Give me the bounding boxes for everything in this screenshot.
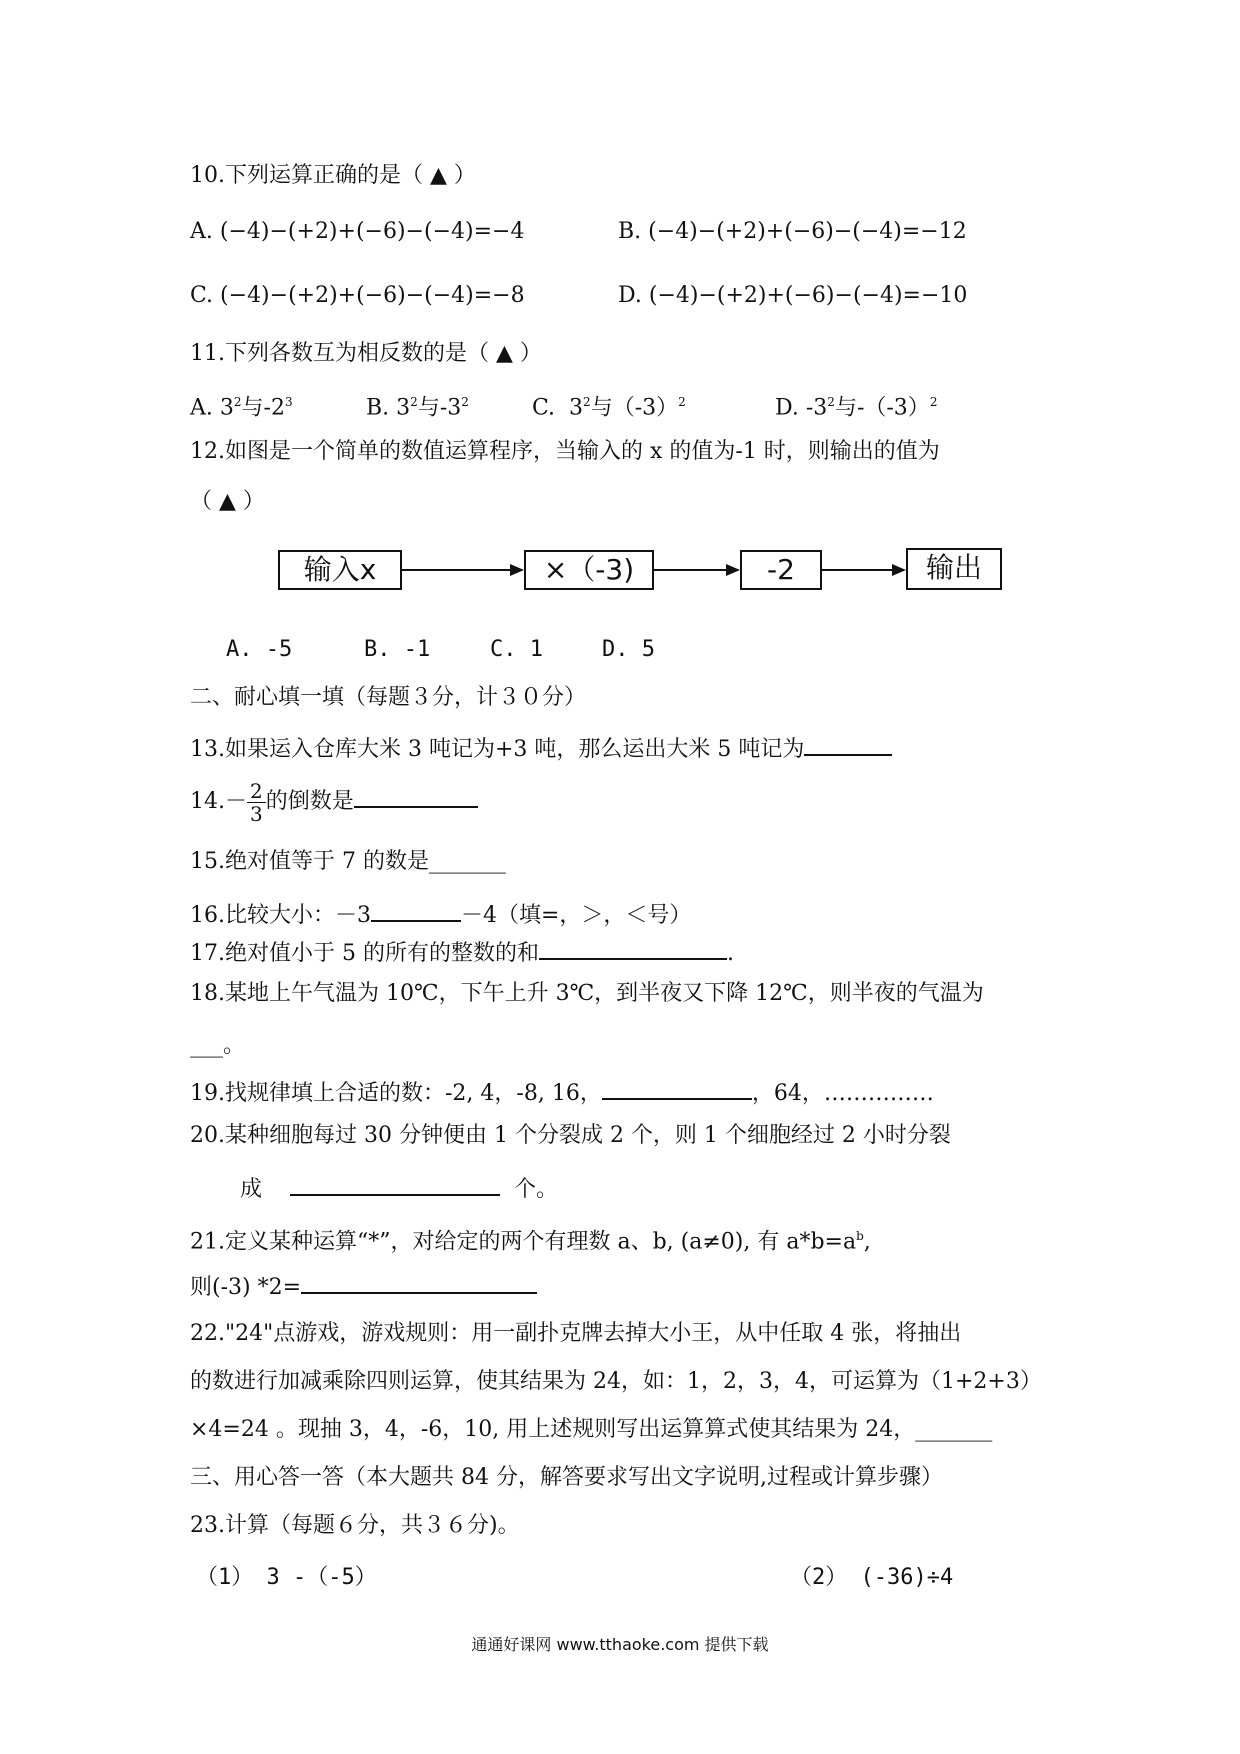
flow-multiply-box: ×（-3)	[524, 550, 654, 590]
flow-arrow-1	[400, 569, 522, 571]
question-22-line-1: 22."24"点游戏，游戏规则：用一副扑克牌去掉大小王，从中任取 4 张，将抽出	[190, 1321, 962, 1346]
question-18-line-2: ___。	[190, 1033, 246, 1058]
q12-option-a: A. -5	[226, 637, 293, 662]
question-21-line-2: 则(-3) *2=	[190, 1270, 537, 1302]
q12-option-d: D. 5	[602, 637, 655, 662]
section-2-heading: 二、耐心填一填（每题３分，计３０分）	[190, 685, 587, 710]
q12-option-c: C. 1	[490, 637, 543, 662]
question-22-line-3: ×4=24 。现抽 3，4，-6，10, 用上述规则写出运算算式使其结果为 24，_______	[190, 1417, 993, 1442]
question-13: 13.如果运入仓库大米 3 吨记为+3 吨，那么运出大米 5 吨记为	[190, 732, 892, 764]
q11-option-d: D. $-3^2$与$-(-3)^2$	[775, 395, 938, 421]
question-21-line-1: 21.定义某种运算“*”，对给定的两个有理数 a、b, (a≠0), 有 $a*b=a^b$,	[190, 1229, 871, 1255]
q10-option-d: D. (−4)−(+2)+(−6)−(−4)=−10	[618, 283, 968, 308]
question-10-stem: 10.下列运算正确的是（ ▲ ）	[190, 163, 476, 188]
answer-blank[interactable]	[371, 898, 461, 922]
question-11-stem: 11.下列各数互为相反数的是（ ▲ ）	[190, 341, 542, 366]
flow-arrow-3	[820, 569, 904, 571]
question-12-stem: 12.如图是一个简单的数值运算程序，当输入的 x 的值为-1 时，则输出的值为	[190, 439, 940, 464]
question-18-line-1: 18.某地上午气温为 10℃，下午上升 3℃，到半夜又下降 12℃，则半夜的气温为	[190, 981, 984, 1006]
section-3-heading: 三、用心答一答（本大题共 84 分，解答要求写出文字说明,过程或计算步骤）	[190, 1465, 943, 1490]
q23-part-1: （1） 3 -（-5）	[196, 1565, 377, 1590]
flow-arrow-2	[652, 569, 738, 571]
question-15: 15.绝对值等于 7 的数是_______	[190, 849, 506, 874]
flow-subtract-box: -2	[740, 550, 822, 590]
question-14: 14.－ $\frac{2}{3}$ 的倒数是	[190, 778, 478, 826]
question-23-stem: 23.计算（每题６分，共３６分)。	[190, 1513, 520, 1538]
q10-option-b: B. (−4)−(+2)+(−6)−(−4)=−12	[618, 219, 967, 244]
answer-blank[interactable]	[354, 784, 478, 808]
answer-blank[interactable]	[290, 1172, 500, 1196]
q11-option-a: A. $3^2$与$-2^3$	[190, 395, 293, 421]
fraction-two-thirds: $\frac{2}{3}$	[247, 780, 266, 825]
answer-blank[interactable]	[539, 936, 727, 960]
question-12-answer-bracket: （ ▲ ）	[190, 489, 265, 514]
answer-blank[interactable]	[602, 1076, 752, 1100]
q12-option-b: B. -1	[364, 637, 431, 662]
flow-input-box: 输入x	[278, 550, 402, 590]
answer-blank[interactable]	[301, 1270, 537, 1294]
q23-part-2: （2） (-36)÷4	[790, 1565, 954, 1590]
q10-option-a: A. (−4)−(+2)+(−6)−(−4)=−4	[190, 219, 525, 244]
question-16: 16.比较大小：－3 －4（填=，＞，＜号）	[190, 898, 691, 930]
footer-credit: 通通好课网 www.tthaoke.com 提供下载	[471, 1635, 769, 1654]
q11-option-b: B. $3^2$与$-3^2$	[366, 395, 469, 421]
question-20-line-2: 成 个。	[240, 1172, 558, 1204]
question-20-line-1: 20.某种细胞每过 30 分钟便由 1 个分裂成 2 个，则 1 个细胞经过 2 小时分裂	[190, 1123, 951, 1148]
question-19: 19.找规律填上合适的数：-2, 4，-8, 16， ，64，……………	[190, 1076, 934, 1108]
q10-option-c: C. (−4)−(+2)+(−6)−(−4)=−8	[190, 283, 525, 308]
answer-blank[interactable]	[804, 732, 892, 756]
q11-option-c: C. $3^2$与$(-3)^2$	[532, 395, 686, 421]
flow-output-box: 输出	[906, 548, 1002, 590]
question-22-line-2: 的数进行加减乘除四则运算，使其结果为 24，如：1，2，3，4，可运算为（1+2+3）	[190, 1369, 1042, 1394]
question-17: 17.绝对值小于 5 的所有的整数的和 .	[190, 936, 734, 968]
